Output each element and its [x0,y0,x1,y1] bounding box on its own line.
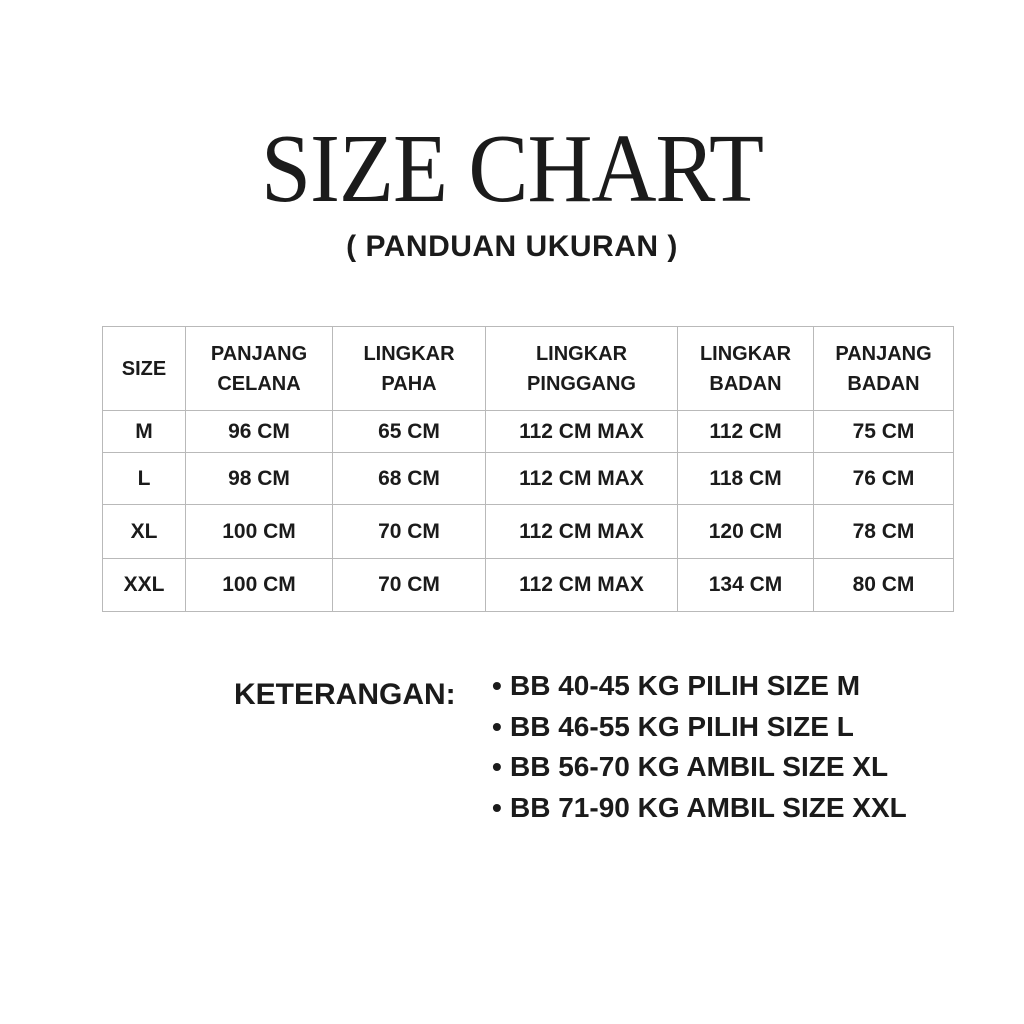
cell-lingkar-badan: 112 CM [678,411,814,453]
cell-panjang-celana: 96 CM [186,411,333,453]
cell-panjang-badan: 80 CM [814,559,954,612]
list-item [492,666,907,707]
header-lingkar-pinggang [486,327,678,411]
cell-lingkar-paha: 68 CM [333,453,486,505]
header-panjang-badan [814,327,954,411]
cell-lingkar-paha: 70 CM [333,505,486,559]
bullet-icon: • [492,710,502,742]
cell-lingkar-pinggang: 112 CM MAX [486,411,678,453]
cell-size: L [103,453,186,505]
cell-panjang-celana: 98 CM [186,453,333,505]
cell-size: M [103,411,186,453]
cell-lingkar-badan: 134 CM [678,559,814,612]
table-row-xxl [103,559,954,612]
cell-lingkar-badan: 118 CM [678,453,814,505]
size-chart-table [102,326,954,612]
cell-panjang-celana: 100 CM [186,505,333,559]
notes-list [492,666,907,828]
header-size [103,327,186,411]
note-text: BB 40-45 KG PILIH SIZE M [510,670,861,701]
note-text: BB 71-90 KG AMBIL SIZE XXL [510,791,907,823]
header-label: SIZE [121,357,167,380]
header-lingkar-badan [678,327,814,411]
cell-lingkar-pinggang: 112 CM MAX [486,505,678,559]
header-label: BADAN [709,372,782,395]
note-text: BB 56-70 KG AMBIL SIZE XL [510,751,889,782]
bullet-icon: • [492,791,502,823]
cell-lingkar-pinggang: 112 CM MAX [486,453,678,505]
header-label: PANJANG [835,342,932,365]
cell-panjang-celana: 100 CM [186,559,333,612]
cell-panjang-badan: 75 CM [814,411,954,453]
table-header-row [103,327,954,411]
cell-lingkar-badan: 120 CM [678,505,814,559]
cell-size: XXL [103,559,186,612]
cell-lingkar-pinggang: 112 CM MAX [486,559,678,612]
header-label: LINGKAR [699,342,792,365]
cell-panjang-badan: 78 CM [814,505,954,559]
header-label: PANJANG [210,342,308,365]
list-item [492,707,907,748]
table-row-m [103,411,954,453]
bullet-icon: • [492,751,502,782]
cell-panjang-badan: 76 CM [814,453,954,505]
header-label: LINGKAR [363,342,455,365]
table-row-xl [103,505,954,559]
header-label: BADAN [847,372,920,395]
header-label: PINGGANG [527,372,636,395]
header-label: LINGKAR [535,342,628,365]
header-lingkar-paha [333,327,486,411]
header-label: CELANA [217,372,301,395]
cell-size: XL [103,505,186,559]
cell-lingkar-paha: 70 CM [333,559,486,612]
page-title: SIZE CHART [260,115,764,223]
page-subtitle: ( PANDUAN UKURAN ) [346,230,678,263]
list-item [492,788,907,829]
table-row-l [103,453,954,505]
cell-lingkar-paha: 65 CM [333,411,486,453]
header-panjang-celana [186,327,333,411]
notes-label: KETERANGAN: [234,678,456,711]
list-item [492,747,907,788]
bullet-icon: • [492,670,502,701]
note-text: BB 46-55 KG PILIH SIZE L [510,710,854,742]
header-label: PAHA [381,372,437,395]
